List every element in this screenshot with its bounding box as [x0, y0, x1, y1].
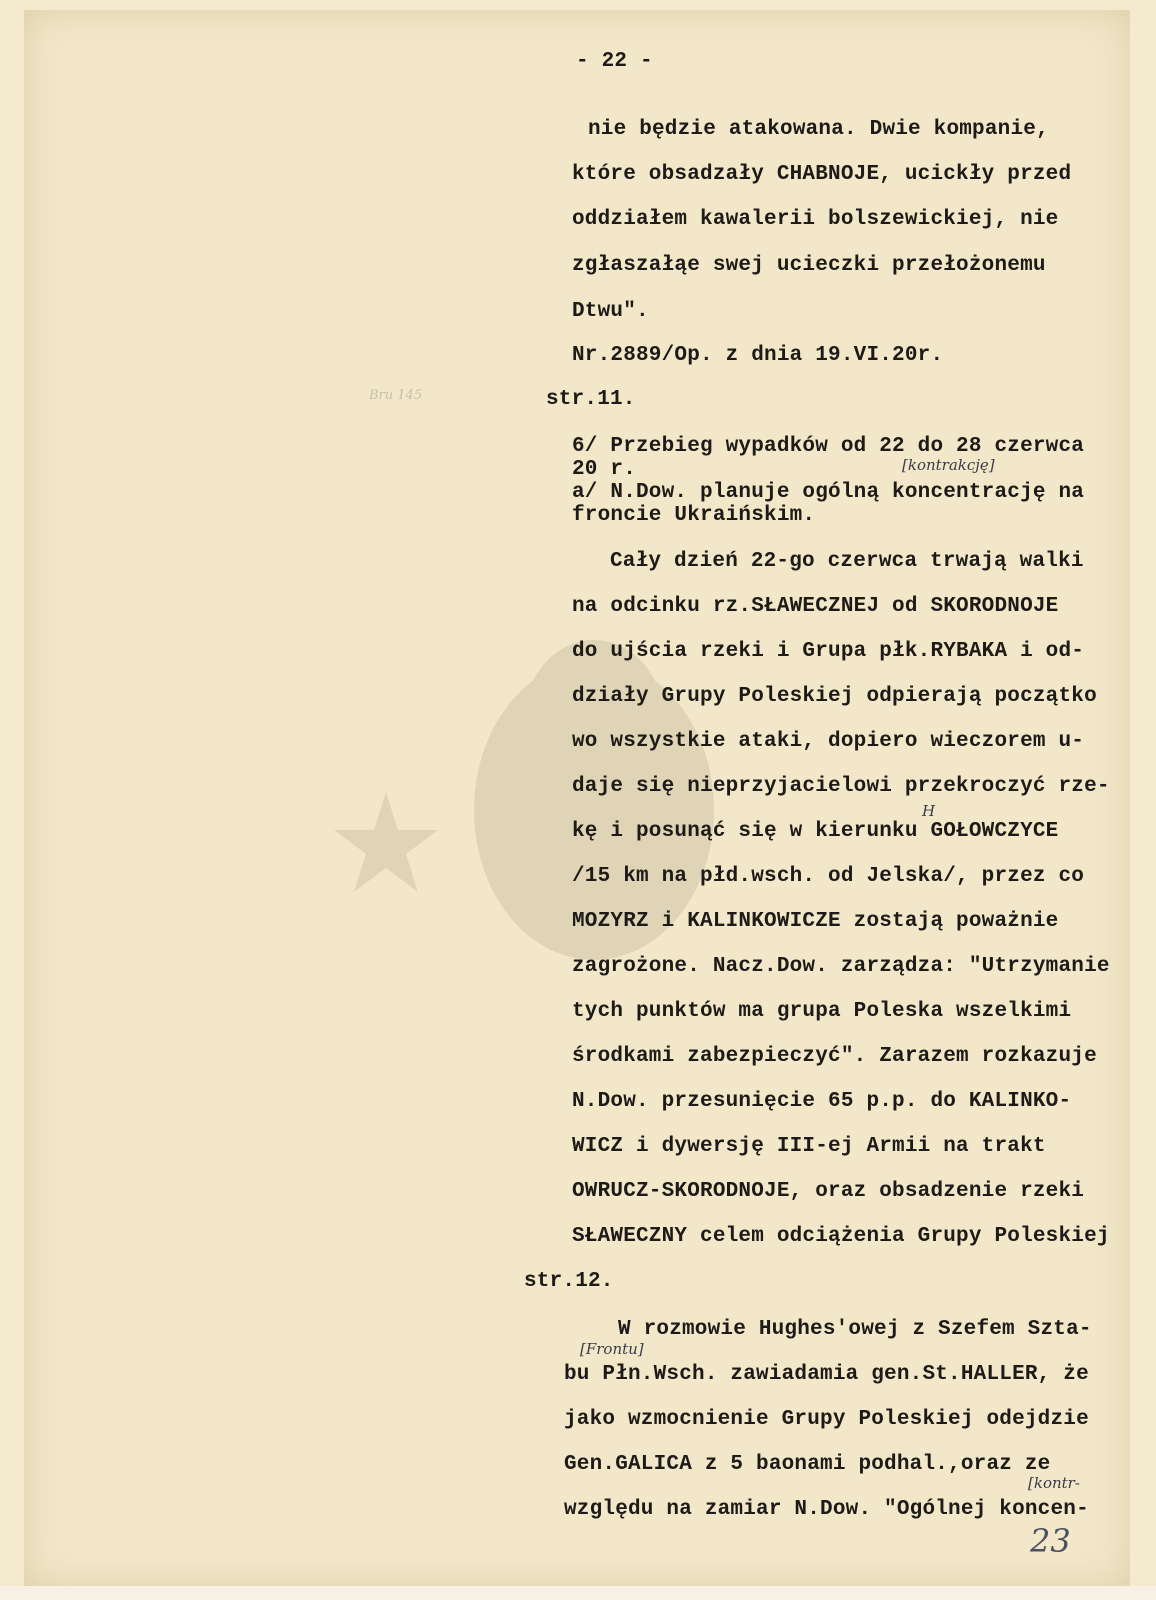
text-line: kę i posunąć się w kierunku GOŁOWCZYCE — [572, 820, 1059, 843]
faint-stamp: Bru 145 — [369, 388, 423, 403]
text-line: nie będzie atakowana. Dwie kompanie, — [588, 118, 1049, 141]
text-line: froncie Ukraińskim. — [572, 504, 816, 527]
text-line: a/ N.Dow. planuje ogólną koncentrację na — [572, 481, 1085, 504]
text-line: bu Płn.Wsch. zawiadamia gen.St.HALLER, że — [564, 1363, 1089, 1386]
handwritten-annotation: [kontr- — [1028, 1474, 1080, 1492]
text-line: do ujścia rzeki i Grupa płk.RYBAKA i od- — [572, 640, 1085, 663]
text-line: daje się nieprzyjacielowi przekroczyć rze- — [572, 775, 1110, 798]
text-line: 20 r. — [572, 458, 637, 481]
text-line: Nr.2889/Op. z dnia 19.VI.20r. — [572, 344, 944, 367]
document-page — [24, 10, 1130, 1588]
section-ref: str.12. — [524, 1270, 614, 1293]
text-line: tych punktów ma grupa Poleska wszelkimi — [572, 1000, 1072, 1023]
text-line: zgłaszałąe swej ucieczki przełożonemu — [572, 254, 1046, 277]
text-line: działy Grupy Poleskiej odpierają początko — [572, 685, 1097, 708]
text-line: na odcinku rz.SŁAWECZNEJ od SKORODNOJE — [572, 595, 1059, 618]
handwritten-annotation: H — [922, 802, 936, 820]
text-line: względu na zamiar N.Dow. "Ogólnej koncen- — [564, 1498, 1089, 1521]
text-line: 6/ Przebieg wypadków od 22 do 28 czerwca — [572, 435, 1085, 458]
text-line: OWRUCZ-SKORODNOJE, oraz obsadzenie rzeki — [572, 1180, 1085, 1203]
text-line: które obsadzały CHABNOJE, ucickły przed — [572, 163, 1072, 186]
text-line: MOZYRZ i KALINKOWICZE zostają poważnie — [572, 910, 1059, 933]
handwritten-annotation: [kontrakcję] — [902, 456, 995, 474]
text-line: środkami zabezpieczyć". Zarazem rozkazuje — [572, 1045, 1097, 1068]
section-ref: str.11. — [546, 388, 636, 411]
handwritten-annotation: [Frontu] — [580, 1340, 644, 1358]
text-line: zagrożone. Nacz.Dow. zarządza: "Utrzymanie — [572, 955, 1110, 978]
text-line: Cały dzień 22-go czerwca trwają walki — [610, 550, 1084, 573]
text-line: W rozmowie Hughes'owej z Szefem Szta- — [618, 1318, 1092, 1341]
text-line: Gen.GALICA z 5 baonami podhal.,oraz ze — [564, 1453, 1051, 1476]
text-line: Dtwu". — [572, 300, 649, 323]
text-line: oddziałem kawalerii bolszewickiej, nie — [572, 208, 1059, 231]
text-line: /15 km na płd.wsch. od Jelska/, przez co — [572, 865, 1085, 888]
page-stamp: 23 — [1030, 1522, 1071, 1560]
text-line: wo wszystkie ataki, dopiero wieczorem u- — [572, 730, 1085, 753]
text-line: jako wzmocnienie Grupy Poleskiej odejdzie — [564, 1408, 1089, 1431]
text-line: SŁAWECZNY celem odciążenia Grupy Poleskiej — [572, 1225, 1110, 1248]
text-line: WICZ i dywersję III-ej Armii na trakt — [572, 1135, 1046, 1158]
page-number: - 22 - — [576, 50, 653, 73]
scan-margin — [0, 1586, 1156, 1600]
text-line: N.Dow. przesunięcie 65 p.p. do KALINKO- — [572, 1090, 1072, 1113]
